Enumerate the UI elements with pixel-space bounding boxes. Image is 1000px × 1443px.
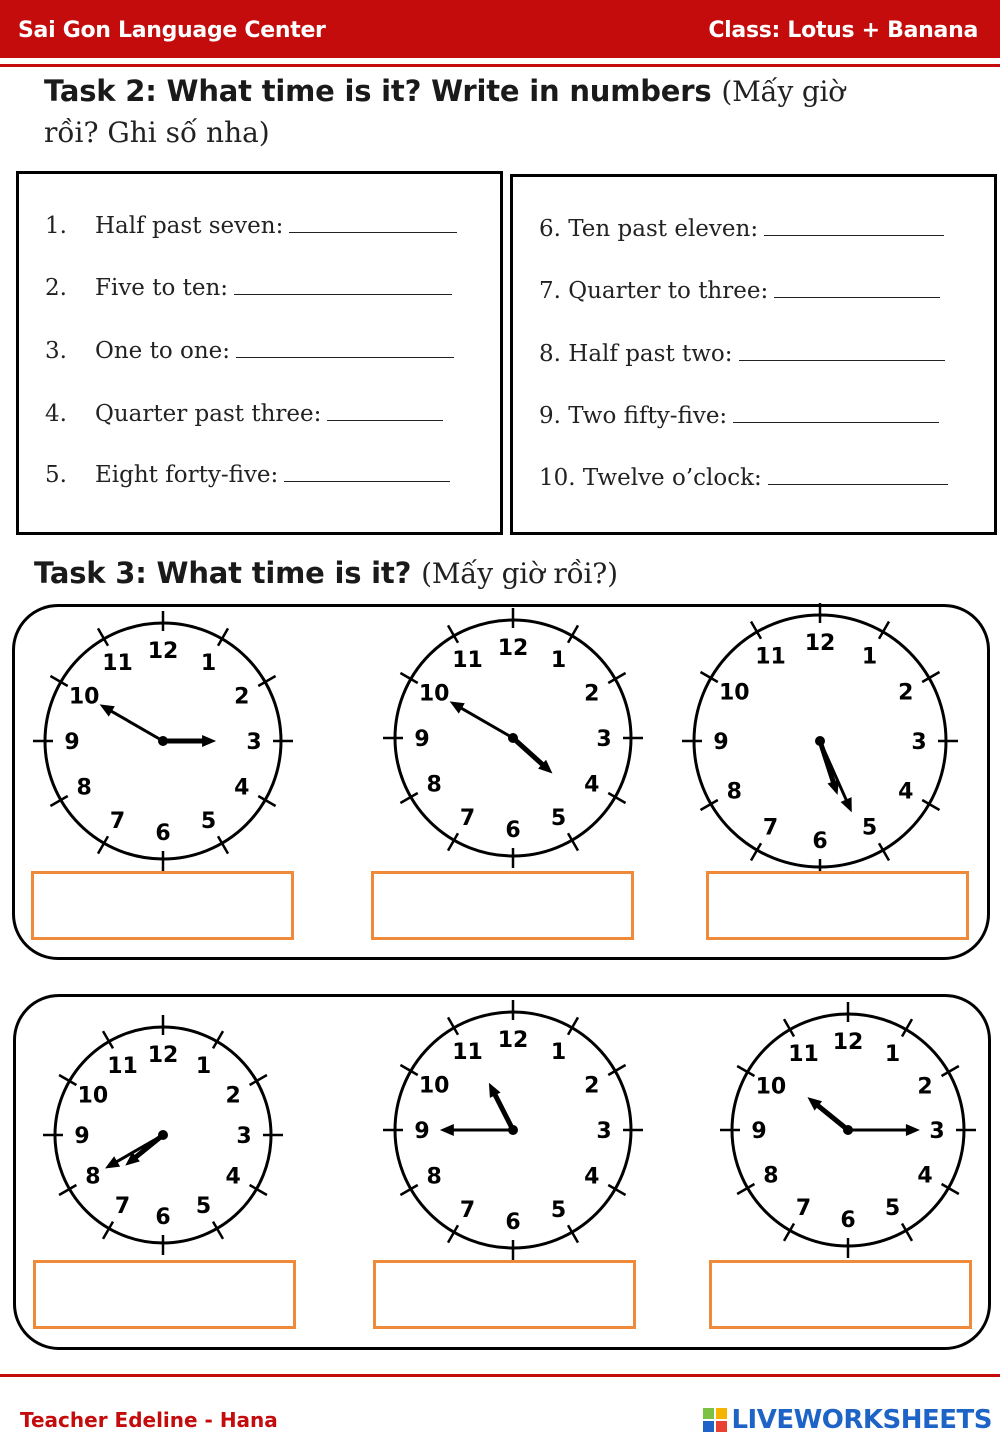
clock-number: 1 [195, 1053, 212, 1079]
clock-number: 11 [102, 651, 133, 677]
clock-number: 6 [155, 821, 171, 846]
clock-number: 3 [236, 1124, 252, 1149]
header-bar [0, 0, 1000, 58]
clock-number: 7 [795, 1196, 812, 1222]
clock-number: 11 [452, 1040, 483, 1066]
clock-number: 3 [911, 730, 927, 755]
hour-hand [807, 1097, 848, 1130]
clock-number: 5 [550, 1197, 567, 1223]
answer-box-4[interactable] [33, 1260, 296, 1329]
task2-item-8: 8. Half past two: [539, 340, 945, 367]
clock-5 [380, 997, 646, 1263]
clock-number: 5 [200, 808, 217, 834]
answer-blank[interactable] [764, 215, 944, 236]
clock-number: 4 [917, 1163, 933, 1189]
liveworksheets-logo[interactable] [703, 1404, 992, 1436]
header-divider [0, 64, 1000, 67]
footer-divider [0, 1374, 1000, 1377]
clock-number: 2 [584, 1073, 600, 1099]
task2-left-box [16, 171, 503, 535]
clock-center [508, 1125, 518, 1135]
teacher-name: Teacher Edeline - Hana [20, 1408, 278, 1432]
clock-number: 2 [234, 684, 250, 710]
clock-number: 5 [195, 1194, 212, 1220]
clock-number: 12 [804, 631, 836, 656]
clock-2 [380, 605, 646, 871]
clock-6 [717, 999, 979, 1261]
task3-title [34, 556, 618, 590]
clock-number: 10 [418, 681, 450, 707]
minute-hand [450, 701, 513, 738]
task2-item-1: 1. Half past seven: [45, 212, 457, 239]
answer-blank[interactable] [284, 461, 450, 482]
clock-number: 8 [726, 779, 742, 805]
answer-blank[interactable] [733, 402, 939, 423]
clock-number: 10 [418, 1073, 450, 1099]
minute-hand [848, 1124, 920, 1136]
clock-number: 7 [109, 808, 126, 834]
clock-number: 6 [840, 1208, 856, 1233]
clock-number: 3 [596, 1119, 612, 1144]
clock-number: 10 [718, 680, 750, 706]
task2-title-text: Task 2: What time is it? Write in numbers [44, 74, 712, 108]
clock-number: 10 [755, 1074, 787, 1100]
clock-number: 8 [763, 1163, 779, 1189]
clock-number: 9 [713, 730, 729, 755]
brand-name: LIVEWORKSHEETS [731, 1405, 992, 1435]
task2-item-7: 7. Quarter to three: [539, 277, 940, 304]
task2-item-4: 4. Quarter past three: [45, 400, 443, 427]
clock-number: 4 [584, 1164, 600, 1190]
clock-number: 7 [459, 1197, 476, 1223]
clock-number: 4 [225, 1164, 241, 1190]
clock-number: 11 [107, 1053, 138, 1079]
task2-title [44, 74, 845, 108]
clock-number: 3 [596, 727, 612, 752]
answer-blank[interactable] [234, 274, 452, 295]
clock-number: 6 [505, 1210, 521, 1235]
task2-item-10: 10. Twelve o’clock: [539, 464, 948, 491]
clock-number: 10 [68, 684, 100, 710]
clock-number: 11 [788, 1041, 819, 1067]
clock-number: 11 [755, 644, 786, 670]
task3-title-text: Task 3: What time is it? [34, 556, 412, 590]
minute-hand [100, 704, 163, 741]
clock-number: 11 [452, 648, 483, 674]
clock-number: 9 [414, 1119, 430, 1144]
clock-center [843, 1125, 853, 1135]
answer-blank[interactable] [327, 400, 443, 421]
clock-number: 2 [917, 1074, 933, 1100]
clock-number: 12 [497, 636, 529, 661]
answer-blank[interactable] [739, 340, 945, 361]
clock-center [158, 736, 168, 746]
clock-number: 5 [550, 805, 567, 831]
clock-number: 1 [550, 1040, 567, 1066]
clock-number: 3 [246, 730, 262, 755]
clock-center [508, 733, 518, 743]
clock-number: 12 [832, 1030, 864, 1055]
clock-number: 4 [234, 775, 250, 801]
clock-number: 9 [414, 727, 430, 752]
clock-number: 6 [155, 1205, 171, 1230]
clock-number: 12 [147, 1043, 179, 1068]
clock-number: 9 [751, 1119, 767, 1144]
answer-blank[interactable] [768, 464, 948, 485]
class-label: Class: Lotus + Banana [708, 18, 978, 43]
task2-item-6: 6. Ten past eleven: [539, 215, 944, 242]
task2-item-2: 2. Five to ten: [45, 274, 452, 301]
clock-number: 8 [85, 1164, 101, 1190]
task3-subtitle: (Mấy giờ rồi?) [421, 557, 618, 590]
answer-blank[interactable] [774, 277, 940, 298]
task2-subtitle-line2: rồi? Ghi số nha) [44, 116, 270, 149]
clock-number: 1 [550, 648, 567, 674]
clock-number: 2 [584, 681, 600, 707]
clock-number: 8 [426, 772, 442, 798]
clock-number: 7 [114, 1194, 131, 1220]
task2-subtitle-line1: (Mấy giờ [721, 75, 845, 108]
clock-number: 6 [812, 829, 828, 854]
task2-item-9: 9. Two fifty-five: [539, 402, 939, 429]
clock-number: 9 [64, 730, 80, 755]
answer-box-3[interactable] [706, 871, 969, 940]
clock-number: 10 [77, 1083, 109, 1109]
clock-number: 5 [861, 815, 878, 841]
answer-blank[interactable] [236, 337, 454, 358]
minute-hand [440, 1124, 513, 1136]
clock-1 [30, 608, 296, 874]
answer-box-6[interactable] [709, 1260, 972, 1329]
hour-hand [489, 1083, 513, 1130]
hour-hand [125, 1135, 163, 1166]
liveworksheets-icon [703, 1408, 727, 1432]
clock-number: 2 [898, 680, 914, 706]
school-name: Sai Gon Language Center [18, 18, 326, 43]
clock-number: 4 [898, 779, 914, 805]
clock-3 [679, 600, 961, 882]
clock-number: 9 [74, 1124, 90, 1149]
task2-item-3: 3. One to one: [45, 337, 454, 364]
clock-number: 5 [884, 1196, 901, 1222]
clock-number: 3 [929, 1119, 945, 1144]
clock-number: 7 [762, 815, 779, 841]
clock-center [815, 736, 825, 746]
clock-number: 4 [584, 772, 600, 798]
clock-number: 7 [459, 805, 476, 831]
clock-center [158, 1130, 168, 1140]
hour-hand [163, 735, 216, 747]
hour-hand [513, 738, 552, 774]
clock-number: 1 [200, 651, 217, 677]
clock-number: 1 [884, 1041, 901, 1067]
clock-number: 6 [505, 818, 521, 843]
clock-number: 1 [861, 644, 878, 670]
clock-number: 12 [497, 1028, 529, 1053]
answer-blank[interactable] [289, 212, 457, 233]
answer-box-5[interactable] [373, 1260, 636, 1329]
answer-box-2[interactable] [371, 871, 634, 940]
task2-item-5: 5. Eight forty-five: [45, 461, 450, 488]
clock-number: 8 [426, 1164, 442, 1190]
task2-right-box [510, 174, 997, 535]
clock-number: 12 [147, 639, 179, 664]
hour-hand [820, 741, 839, 795]
clock-4 [40, 1012, 286, 1258]
clock-number: 2 [225, 1083, 241, 1109]
answer-box-1[interactable] [31, 871, 294, 940]
clock-number: 8 [76, 775, 92, 801]
